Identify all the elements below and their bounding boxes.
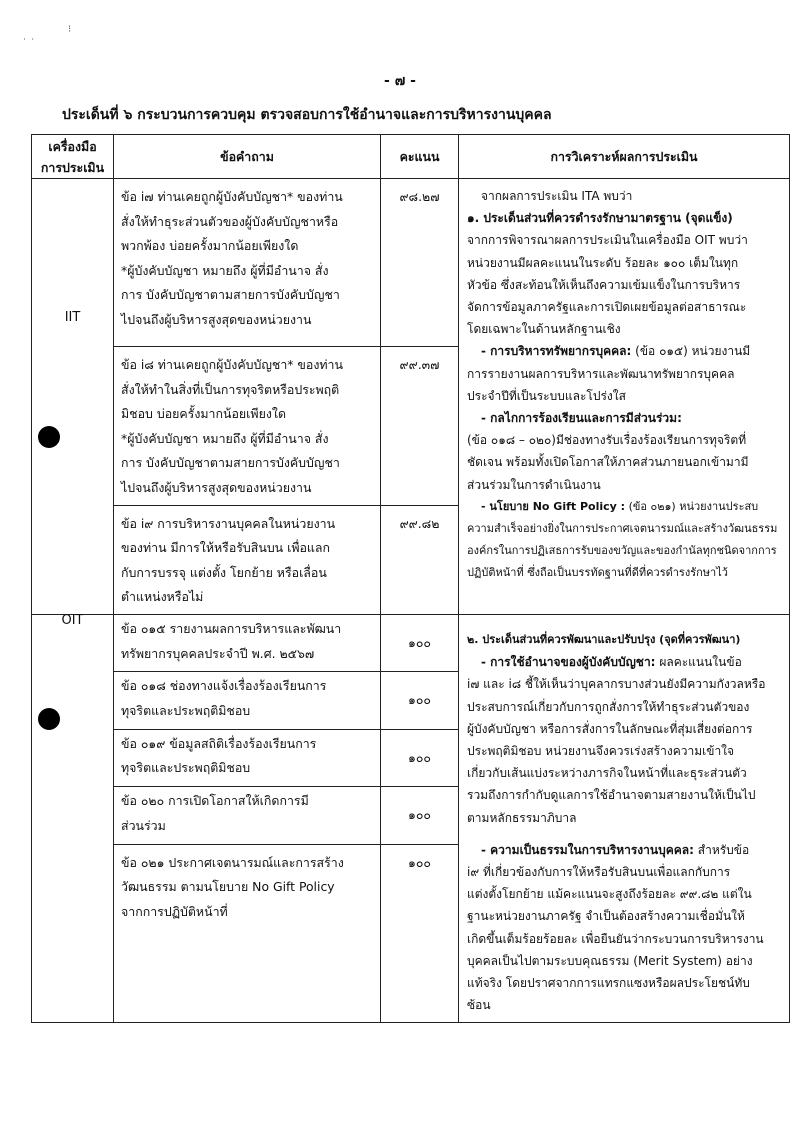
evaluation-table: [31, 134, 790, 1023]
tool-oit-label: OIT: [61, 612, 84, 628]
question-line: ทรัพยากรบุคคลประจำปี พ.ศ. ๒๕๖๗: [121, 645, 315, 661]
question-line: *ผู้บังคับบัญชา หมายถึง ผู้ที่มีอำนาจ สั่ง: [121, 430, 329, 446]
question-line: ข้อ i๗ ท่านเคยถูกผู้บังคับบัญชา* ของท่าน: [121, 189, 343, 204]
question-cell: [114, 672, 381, 729]
analysis-line: ผลคะแนนในข้อ: [659, 655, 742, 670]
score-cell: ๙๙.๘๒: [381, 505, 459, 614]
header-question: ข้อคำถาม: [114, 135, 381, 179]
question-line: ข้อ i๘ ท่านเคยถูกผู้บังคับบัญชา* ของท่าน: [121, 357, 343, 372]
analysis-line: รวมถึงการกำกับดูแลการใช้อำนาจตามสายงานให้เป็นไป: [467, 788, 756, 803]
question-line: ทุจริตและประพฤติมิชอบ: [121, 760, 251, 776]
tool-iit: [32, 179, 114, 615]
analysis-line: ประจำปีที่เป็นระบบและโปร่งใส: [467, 388, 626, 403]
analysis-line: แท้จริง โดยปราศจากการแทรกแซงหรือผลประโยชน์ทับ: [467, 975, 750, 990]
question-line: ข้อ ๐๑๕ รายงานผลการบริหารและพัฒนา: [121, 620, 342, 636]
analysis-intro: จากผลการประเมิน ITA พบว่า: [481, 189, 633, 203]
analysis-p1-title: - การใช้อำนาจของผู้บังคับบัญชา:: [481, 655, 656, 670]
question-line: กับการบรรจุ แต่งตั้ง โยกย้าย หรือเลื่อน: [121, 564, 327, 580]
question-line: ส่วนร่วม: [121, 817, 166, 833]
question-cell: [114, 787, 381, 844]
question-line: ข้อ i๙ การบริหารงานบุคคลในหน่วยงาน: [121, 515, 336, 531]
analysis-hr-title: - การบริหารทรัพยากรบุคคล:: [481, 344, 632, 359]
table-row: [32, 614, 790, 671]
hole-punch-dot: [38, 426, 60, 448]
analysis-line: ฐานะหน่วยงานภาครัฐ จำเป็นต้องสร้างความเชื่อมั่นให้: [467, 909, 745, 924]
analysis-s1-title: ๑. ประเด็นส่วนที่ควรดำรงรักษามาตรฐาน (จุดแข็ง): [467, 211, 733, 226]
analysis-line: การรายงานผลการบริหารและพัฒนาทรัพยากรบุคคล: [467, 366, 735, 381]
analysis-cm-title: - กลไกการร้องเรียนและการมีส่วนร่วม:: [481, 411, 682, 426]
analysis-ng-title: - นโยบาย No Gift Policy :: [481, 499, 626, 513]
page-number: - ๗ -: [384, 73, 416, 89]
analysis-line: ประสบการณ์เกี่ยวกับการถูกสั่งการให้ทำธุระส่วนตัวของ: [467, 699, 750, 714]
header-tool: [32, 135, 114, 179]
question-cell: [114, 505, 381, 614]
question-line: จากการปฏิบัติหน้าที่: [121, 903, 228, 919]
score-cell: ๙๙.๓๗: [381, 347, 459, 506]
analysis-s2-title: ๒. ประเด็นส่วนที่ควรพัฒนาและปรับปรุง (จุดที่ควรพัฒนา): [467, 632, 741, 646]
analysis-line: i๗ และ i๘ ชี้ให้เห็นว่าบุคลากรบางส่วนยังมีความกังวลหรือ: [467, 677, 766, 692]
section-heading: ประเด็นที่ ๖ กระบวนการควบคุม ตรวจสอบการใช้อำนาจและการบริหารงานบุคคล: [62, 107, 552, 123]
analysis-line: เกี่ยวกับเส้นแบ่งระหว่างภารกิจในหน้าที่และธุระส่วนตัว: [467, 766, 747, 781]
analysis-line: องค์กรในการปฏิเสธการรับของขวัญและของกำนัลทุกชนิดจากการ: [467, 544, 777, 558]
analysis-line: ซ้อน: [467, 998, 491, 1013]
question-line: พวกพ้อง บ่อยครั้งมากน้อยเพียงใด: [121, 238, 299, 254]
question-line: วัฒนธรรม ตามนโยบาย No Gift Policy: [121, 879, 335, 895]
analysis-line: ส่วนร่วมในการดำเนินงาน: [467, 477, 601, 492]
question-cell: [114, 347, 381, 506]
analysis-bottom: [459, 614, 790, 1022]
analysis-p2-title: - ความเป็นธรรมในการบริหารงานบุคคล:: [481, 842, 694, 857]
header-score: คะแนน: [381, 135, 459, 179]
tool-iit-label: IIT: [64, 310, 81, 326]
question-line: ไปจนถึงผู้บริหารสูงสุดของหน่วยงาน: [121, 479, 312, 495]
score-cell: ๙๘.๒๗: [381, 179, 459, 347]
question-line: ข้อ ๐๑๙ ข้อมูลสถิติเรื่องร้องเรียนการ: [121, 735, 317, 751]
analysis-line: ชัดเจน พร้อมทั้งเปิดโอกาสให้ภาคส่วนภายนอกเข้ามามี: [467, 455, 749, 470]
analysis-line: ผู้บังคับบัญชา หรือการสั่งการในลักษณะที่สุ่มเสี่ยงต่อการ: [467, 721, 753, 736]
analysis-line: ความสำเร็จอย่างยิ่งในการประกาศเจตนารมณ์และสร้างวัฒนธรรม: [467, 522, 778, 536]
analysis-line: เกิดขึ้นเต็มร้อยร้อยละ เพื่อยืนยันว่ากระบวนการบริหารงาน: [467, 931, 764, 946]
question-line: *ผู้บังคับบัญชา หมายถึง ผู้ที่มีอำนาจ สั่ง: [121, 262, 329, 278]
analysis-line: (ข้อ ๐๑๕) หน่วยงานมี: [635, 344, 751, 359]
score-cell: ๑๐๐: [381, 729, 459, 786]
analysis-line: บุคคลเป็นไปตามระบบคุณธรรม (Merit System) อย่าง: [467, 953, 753, 968]
score-cell: ๑๐๐: [381, 672, 459, 729]
analysis-line: (ข้อ ๐๑๘ – ๐๒๐)มีช่องทางรับเรื่องร้องเรียนการทุจริตที่: [467, 433, 747, 448]
question-line: การ บังคับบัญชาตามสายการบังคับบัญชา: [121, 455, 340, 471]
analysis-line: สำหรับข้อ: [697, 842, 750, 857]
question-line: ไปจนถึงผู้บริหารสูงสุดของหน่วยงาน: [121, 311, 312, 327]
question-line: มิชอบ บ่อยครั้งมากน้อยเพียงใด: [121, 406, 286, 422]
analysis-line: i๙ ที่เกี่ยวข้องกับการให้หรือรับสินบนเพื่อแลกกับการ: [467, 864, 731, 879]
analysis-line: (ข้อ ๐๒๑) หน่วยงานประสบ: [628, 499, 759, 513]
question-cell: [114, 844, 381, 1023]
hole-punch-dot: [38, 708, 60, 730]
analysis-line: แต่งตั้งโยกย้าย แม้คะแนนจะสูงถึงร้อยละ ๙๙.๘๒ แต่ใน: [467, 887, 752, 902]
score-cell: ๑๐๐: [381, 844, 459, 1023]
question-line: ข้อ ๐๑๘ ช่องทางแจ้งเรื่องร้องเรียนการ: [121, 678, 327, 694]
question-line: ข้อ ๐๒๑ ประกาศเจตนารมณ์และการสร้าง: [121, 854, 344, 870]
question-line: สั่งให้ทำธุระส่วนตัวของผู้บังคับบัญชาหรือ: [121, 213, 339, 229]
question-line: ข้อ ๐๒๐ การเปิดโอกาสให้เกิดการมี: [121, 793, 309, 809]
analysis-line: จัดการข้อมูลภาครัฐและการเปิดเผยข้อมูลต่อสาธารณะ: [467, 300, 747, 315]
score-cell: ๑๐๐: [381, 614, 459, 671]
table-row: [32, 179, 790, 347]
analysis-line: จากการพิจารณาผลการประเมินในเครื่องมือ OIT พบว่า: [467, 233, 748, 248]
question-line: สั่งให้ทำในสิ่งที่เป็นการทุจริตหรือประพฤติ: [121, 381, 340, 397]
scan-mark: ˙ ˙: [22, 38, 36, 49]
header-tool-line2: การประเมิน: [40, 159, 105, 175]
question-line: การ บังคับบัญชาตามสายการบังคับบัญชา: [121, 287, 340, 303]
analysis-line: หัวข้อ ซึ่งสะท้อนให้เห็นถึงความเข้มแข็งในการบริหาร: [467, 277, 741, 292]
analysis-line: หน่วยงานมีผลคะแนนในระดับ ร้อยละ ๑๐๐ เต็มในทุก: [467, 255, 739, 270]
score-cell: ๑๐๐: [381, 787, 459, 844]
table-header-row: [32, 135, 790, 179]
header-analysis: การวิเคราะห์ผลการประเมิน: [459, 135, 790, 179]
question-line: ตำแหน่งหรือไม่: [121, 589, 204, 605]
analysis-line: โดยเฉพาะในด้านหลักฐานเชิง: [467, 322, 621, 337]
question-line: ของท่าน มีการให้หรือรับสินบน เพื่อแลก: [121, 540, 331, 556]
analysis-line: ปฏิบัติหน้าที่ ซึ่งถือเป็นบรรทัดฐานที่ดีที่ควรดำรงรักษาไว้: [467, 566, 728, 580]
question-line: ทุจริตและประพฤติมิชอบ: [121, 702, 251, 718]
header-tool-line1: เครื่องมือ: [48, 138, 97, 154]
analysis-line: ประพฤติมิชอบ หน่วยงานจึงควรเร่งสร้างความเข้าใจ: [467, 743, 735, 758]
question-cell: [114, 729, 381, 786]
analysis-line: ตามหลักธรรมาภิบาล: [467, 810, 577, 825]
tool-oit: [32, 614, 114, 1022]
question-cell: [114, 614, 381, 671]
scan-mark: ⁝: [68, 24, 72, 35]
analysis-top: [459, 179, 790, 615]
question-cell: [114, 179, 381, 347]
